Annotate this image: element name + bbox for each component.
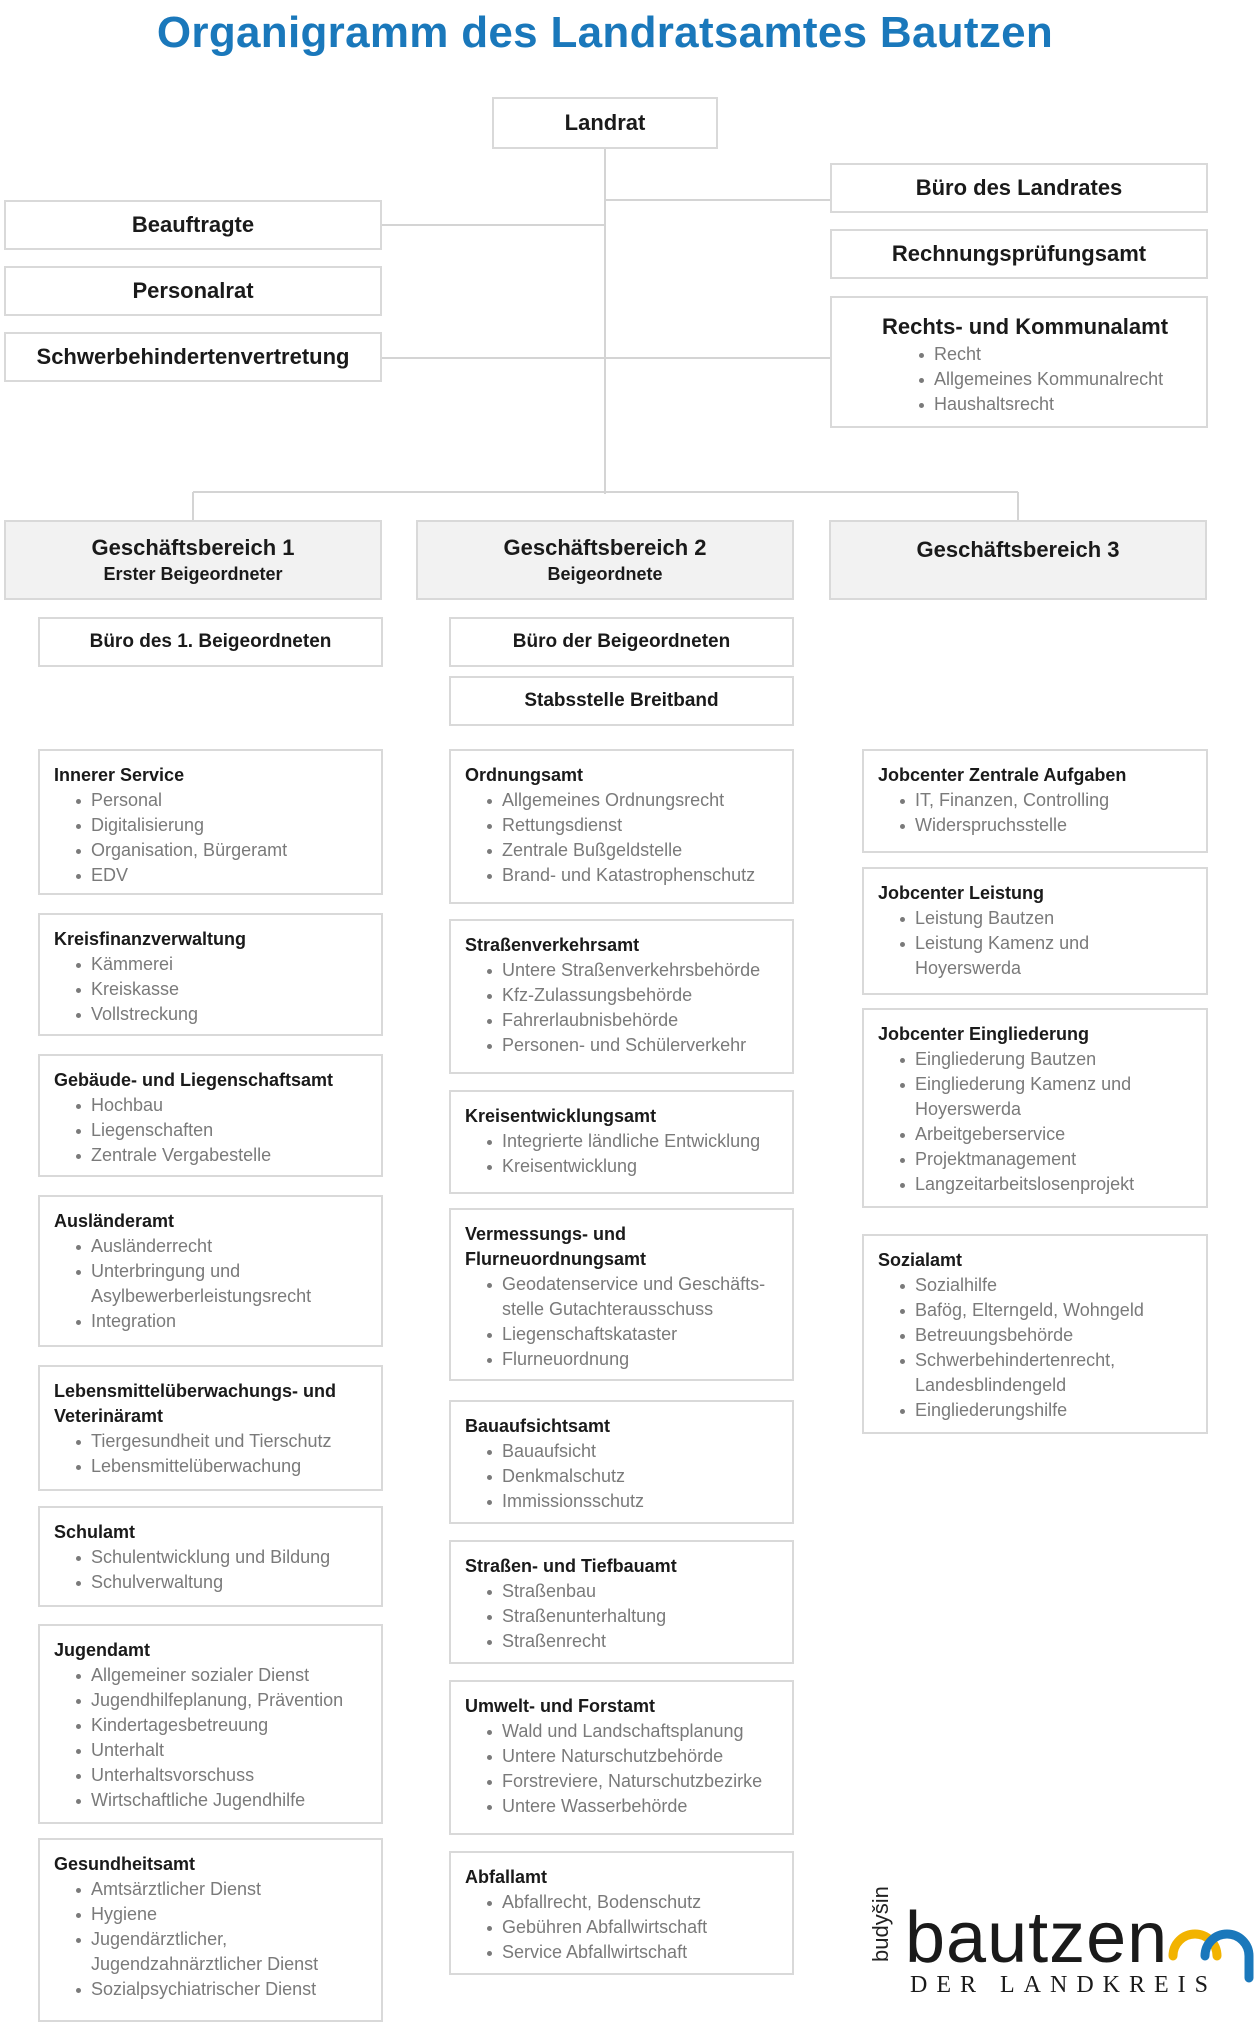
list-item: Denkmalschutz [487,1464,778,1489]
list-item: Langzeitarbeitslosenprojekt [900,1172,1192,1197]
gb2-office-label: Büro der Beigeordneten [512,631,731,652]
unit-list [465,1890,778,1965]
list-item: Schulentwicklung und Bildung [76,1545,367,1570]
list-item: Wirtschaftliche Jugendhilfe [76,1788,367,1813]
list-item: Widerspruchsstelle [900,813,1192,838]
list-item: Fahrerlaubnisbehörde [487,1008,778,1033]
list-item: Zentrale Bußgeldstelle [487,838,778,863]
unit-title: Jugendamt [54,1640,151,1660]
unit-list [878,1273,1192,1423]
unit-abfallamt [449,1851,794,1975]
list-item: Arbeitgeberservice [900,1122,1192,1147]
list-item: Gebühren Abfallwirtschaft [487,1915,778,1940]
unit-list [878,788,1192,838]
unit-tiefbauamt [449,1540,794,1664]
unit-title: Straßen- und Tiefbauamt [465,1556,677,1576]
logo-landkreis: DER LANDKREIS [910,1972,1217,1998]
personalrat-box [4,266,382,316]
list-item: Personal [76,788,367,813]
beauftragte-label: Beauftragte [131,212,255,237]
unit-umwelt-forstamt [449,1680,794,1835]
list-item: Flurneuordnung [487,1347,778,1372]
unit-list [465,1719,778,1819]
unit-list [54,1545,367,1595]
list-item: Allgemeines Kommunalrecht [919,367,1206,392]
unit-list [465,1579,778,1654]
list-item: EDV [76,863,367,888]
beauftragte-box [4,200,382,250]
unit-title: Jobcenter Leistung [878,883,1045,903]
unit-title: Vermessungs- und Flurneuordnungsamt [465,1224,646,1269]
gb2-breitband-label: Stabsstelle Breitband [524,690,719,711]
unit-title: Ordnungsamt [465,765,584,785]
list-item: Rettungsdienst [487,813,778,838]
list-item: Amtsärztlicher Dienst [76,1877,367,1902]
list-item: Eingliederung Bautzen [900,1047,1192,1072]
list-item: Geodatenservice und Geschäfts-stelle Gutachterausschuss [487,1272,778,1322]
unit-kreisentwicklungsamt [449,1090,794,1194]
gb2-subtitle: Beigeordnete [547,564,663,584]
gb1-box [4,520,382,600]
list-item: Brand- und Katastrophenschutz [487,863,778,888]
rechnungspruefungsamt-label: Rechnungsprüfungsamt [891,241,1147,266]
list-item: Digitalisierung [76,813,367,838]
unit-list [465,1439,778,1514]
unit-strassenverkehrsamt [449,919,794,1074]
list-item: Untere Naturschutzbehörde [487,1744,778,1769]
unit-jobcenter-zentrale [862,749,1208,853]
list-item: Straßenbau [487,1579,778,1604]
unit-title: Jobcenter Zentrale Aufgaben [878,765,1127,785]
list-item: Integrierte ländliche Entwicklung [487,1129,778,1154]
buero-landrat-box [830,163,1208,213]
list-item: Zentrale Vergabestelle [76,1143,367,1168]
list-item: IT, Finanzen, Controlling [900,788,1192,813]
gb1-office-box [38,617,383,667]
list-item: Schwerbehindertenrecht, Landesblindengeld [900,1348,1192,1398]
unit-jugendamt [38,1624,383,1824]
unit-kreisfinanzverwaltung [38,913,383,1036]
unit-list [54,1663,367,1813]
gb1-office-label: Büro des 1. Beigeordneten [89,631,332,652]
unit-gebaeude-liegenschaftsamt [38,1054,383,1177]
unit-list [54,1093,367,1168]
list-item: Kämmerei [76,952,367,977]
list-item: Sozialpsychiatrischer Dienst [76,1977,367,2002]
gb2-box [416,520,794,600]
unit-title: Innerer Service [54,765,185,785]
buero-landrat-label: Büro des Landrates [915,175,1123,200]
list-item: Allgemeiner sozialer Dienst [76,1663,367,1688]
unit-list [465,1272,778,1372]
list-item: Untere Wasserbehörde [487,1794,778,1819]
unit-list [54,1429,367,1479]
gb1-title: Geschäftsbereich 1 [91,535,295,560]
landrat-label: Landrat [564,110,646,135]
list-item: Bauaufsicht [487,1439,778,1464]
list-item: Straßenunterhaltung [487,1604,778,1629]
unit-title: Jobcenter Eingliederung [878,1024,1090,1044]
unit-list [54,1877,367,2002]
logo-bautzen: bautzen [905,1898,1169,1978]
list-item: Allgemeines Ordnungsrecht [487,788,778,813]
list-item: Straßenrecht [487,1629,778,1654]
unit-list [54,1234,367,1334]
list-item: Jugendhilfeplanung, Prävention [76,1688,367,1713]
rechtsamt-list [832,342,1206,417]
list-item: Projektmanagement [900,1147,1192,1172]
list-item: Personen- und Schülerverkehr [487,1033,778,1058]
unit-title: Umwelt- und Forstamt [465,1696,656,1716]
list-item: Unterbringung und Asylbewerberleistungsrecht [76,1259,367,1309]
gb3-title: Geschäftsbereich 3 [916,537,1120,562]
list-item: Kindertagesbetreuung [76,1713,367,1738]
list-item: Hygiene [76,1902,367,1927]
list-item: Leistung Kamenz und Hoyerswerda [900,931,1192,981]
gb3-box [829,520,1207,600]
unit-jobcenter-eingliederung [862,1008,1208,1208]
list-item: Leistung Bautzen [900,906,1192,931]
unit-schulamt [38,1506,383,1607]
rechtsamt-title: Rechts- und Kommunalamt [882,314,1169,339]
list-item: Eingliederung Kamenz und Hoyerswerda [900,1072,1192,1122]
unit-ordnungsamt [449,749,794,904]
unit-gesundheitsamt [38,1838,383,2022]
list-item: Liegenschaftskataster [487,1322,778,1347]
unit-list [878,906,1192,981]
unit-veterinaeramt [38,1365,383,1491]
list-item: Betreuungsbehörde [900,1323,1192,1348]
unit-list [465,958,778,1058]
list-item: Immissionsschutz [487,1489,778,1514]
personalrat-label: Personalrat [132,278,254,303]
rechtsamt-box [830,296,1208,428]
unit-list [465,1129,778,1179]
gb2-title: Geschäftsbereich 2 [503,535,707,560]
schwerbehindertenvertretung-label: Schwerbehindertenvertretung [36,344,350,369]
gb2-breitband-box [449,676,794,726]
list-item: Integration [76,1309,367,1334]
unit-list [54,952,367,1027]
unit-title: Lebensmittelüberwachungs- und Veterinäramt [54,1381,337,1426]
unit-title: Straßenverkehrsamt [465,935,640,955]
list-item: Untere Straßenverkehrsbehörde [487,958,778,983]
list-item: Haushaltsrecht [919,392,1206,417]
unit-title: Schulamt [54,1522,136,1542]
list-item: Tiergesundheit und Tierschutz [76,1429,367,1454]
logo-budysin: budyšin [868,1886,893,1962]
rechnungspruefungsamt-box [830,229,1208,279]
gb2-office-box [449,617,794,667]
landrat-box [492,97,718,149]
unit-title: Sozialamt [878,1250,963,1270]
unit-vermessungsamt [449,1208,794,1381]
unit-list [54,788,367,888]
unit-title: Bauaufsichtsamt [465,1416,611,1436]
list-item: Kreisentwicklung [487,1154,778,1179]
unit-title: Gesundheitsamt [54,1854,196,1874]
unit-title: Kreisentwicklungsamt [465,1106,657,1126]
list-item: Organisation, Bürgeramt [76,838,367,863]
list-item: Liegenschaften [76,1118,367,1143]
gb1-subtitle: Erster Beigeordneter [103,564,283,584]
list-item: Kreiskasse [76,977,367,1002]
schwerbehindertenvertretung-box [4,332,382,382]
unit-list [878,1047,1192,1197]
page-title: Organigramm des Landratsamtes Bautzen [156,8,1054,57]
unit-auslaenderamt [38,1195,383,1347]
list-item: Recht [919,342,1206,367]
unit-innerer-service [38,749,383,895]
list-item: Lebensmittelüberwachung [76,1454,367,1479]
unit-sozialamt [862,1234,1208,1434]
list-item: Hochbau [76,1093,367,1118]
list-item: Jugendärztlicher, Jugendzahnärztlicher Dienst [76,1927,367,1977]
list-item: Sozialhilfe [900,1273,1192,1298]
logo-mark-icon [1165,1922,1257,1992]
unit-title: Gebäude- und Liegenschaftsamt [54,1070,334,1090]
unit-title: Ausländeramt [54,1211,175,1231]
list-item: Wald und Landschaftsplanung [487,1719,778,1744]
unit-bauaufsichtsamt [449,1400,794,1524]
list-item: Bafög, Elterngeld, Wohngeld [900,1298,1192,1323]
list-item: Unterhaltsvorschuss [76,1763,367,1788]
list-item: Forstreviere, Naturschutzbezirke [487,1769,778,1794]
list-item: Abfallrecht, Bodenschutz [487,1890,778,1915]
unit-jobcenter-leistung [862,867,1208,995]
list-item: Vollstreckung [76,1002,367,1027]
list-item: Kfz-Zulassungsbehörde [487,983,778,1008]
unit-title: Kreisfinanzverwaltung [54,929,247,949]
unit-list [465,788,778,888]
list-item: Service Abfallwirtschaft [487,1940,778,1965]
list-item: Schulverwaltung [76,1570,367,1595]
list-item: Unterhalt [76,1738,367,1763]
list-item: Ausländerrecht [76,1234,367,1259]
unit-title: Abfallamt [465,1867,548,1887]
list-item: Eingliederungshilfe [900,1398,1192,1423]
